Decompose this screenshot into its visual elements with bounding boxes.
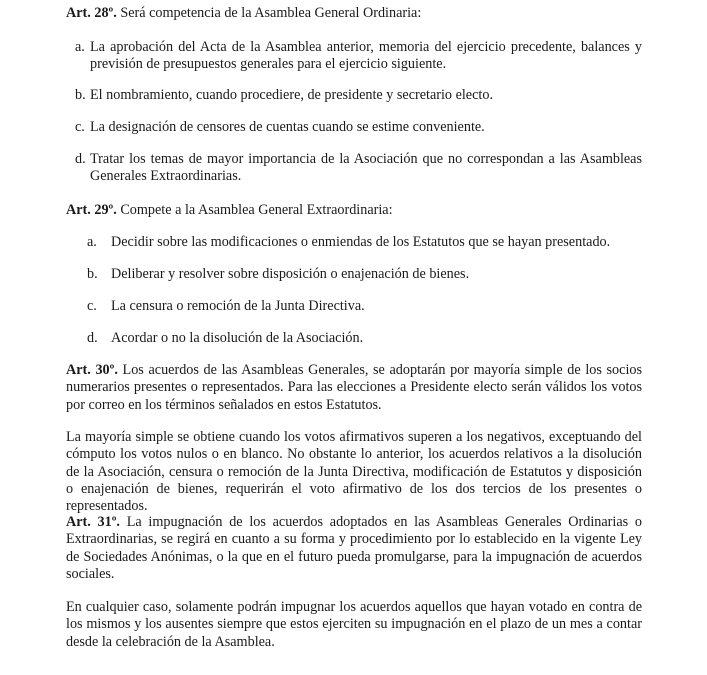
art28-item-d-text: Tratar los temas de mayor importancia de la Asociación que no correspondan a las Asambleas Generales Extraordinarias. [90,151,642,185]
art28-label: Art. 28º. [66,5,117,21]
art29-heading [66,202,642,219]
art29-item-d-text: Acordar o no la disolución de la Asociación. [111,330,364,346]
art28-item-c-text: La designación de censores de cuentas cuando se estime conveniente. [90,119,485,135]
art30-text: Los acuerdos de las Asambleas Generales, se adoptarán por mayoría simple de los socios numerarios presentes o representados. Para las elecciones a Presidente electo serán válidos los votos por correo en los términos señalados en estos Estatutos. [66,362,642,413]
art28-item-c-marker: c. [75,119,85,135]
art29-item-b [87,266,642,283]
art28-heading [66,5,642,22]
art31-text: La impugnación de los acuerdos adoptados en las Asambleas Generales Ordinarias o Extraordinarias, se regirá en cuanto a su forma y procedimiento por lo establecido en la vigente Ley de Sociedades Anónimas, o la que en el futuro pueda promulgarse, para la impugnación de acuerdos sociales. [66,514,642,582]
art29-item-a [87,234,642,251]
art31-label: Art. 31º. [66,514,120,530]
art29-item-b-text: Deliberar y resolver sobre disposición o enajenación de bienes. [111,266,470,282]
art28-item-b-marker: b. [75,87,86,103]
art29-item-a-text: Decidir sobre las modificaciones o enmiendas de los Estatutos que se hayan presentado. [111,234,611,250]
art30-label: Art. 30º. [66,362,118,378]
art29-item-b-marker: b. [87,266,98,282]
art31-paragraph [66,514,642,583]
art29-item-c [87,298,642,315]
art28-item-b [75,87,642,104]
art29-label: Art. 29º. [66,202,117,218]
art30-paragraph-2: La mayoría simple se obtiene cuando los votos afirmativos superen a los negativos, exceptuando del cómputo los votos nulos o en blanco. No obstante lo anterior, los acuerdos relativos a la disolución de la Asociación, censura o remoción de la Junta Directiva, modificación de Estatutos y disposición o enajenación de bienes, requerirán el voto afirmativo de los dos tercios de los presentes o representados. [66,429,642,515]
art28-item-a-marker: a. [75,39,85,55]
art30-paragraph [66,362,642,414]
art29-item-d-marker: d. [87,330,98,346]
art29-item-d [87,330,642,347]
art29-item-a-marker: a. [87,234,97,250]
art28-item-a-text: La aprobación del Acta de la Asamblea anterior, memoria del ejercicio precedente, balances y previsión de presupuestos generales para el ejercicio siguiente. [90,39,642,73]
art28-item-a [75,39,642,74]
art29-item-c-marker: c. [87,298,97,314]
art28-item-d-marker: d. [75,151,86,167]
art31-paragraph-2: En cualquier caso, solamente podrán impugnar los acuerdos aquellos que hayan votado en contra de los mismos y los ausentes siempre que estos ejerciten su impugnación en el plazo de un mes a contar desde la celebración de la Asamblea. [66,599,642,650]
art29-item-c-text: La censura o remoción de la Junta Directiva. [111,298,365,314]
art28-item-c [75,119,642,136]
art29-intro: Compete a la Asamblea General Extraordinaria: [120,202,393,218]
art28-item-b-text: El nombramiento, cuando procediere, de presidente y secretario electo. [90,87,493,103]
art28-intro: Será competencia de la Asamblea General Ordinaria: [120,5,422,21]
art28-item-d [75,151,642,186]
